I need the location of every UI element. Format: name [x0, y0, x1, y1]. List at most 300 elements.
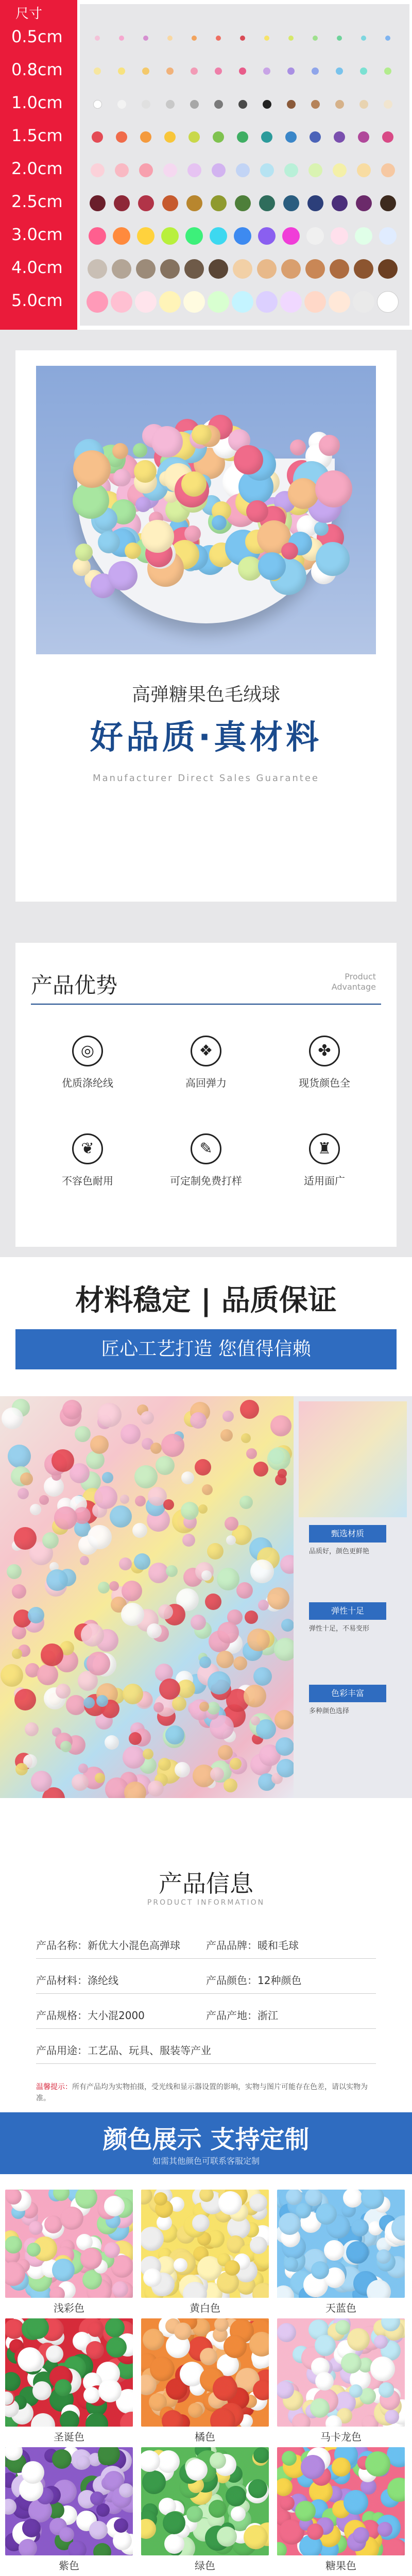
- swatch-label: 马卡龙色: [320, 2431, 362, 2443]
- color-dot: [336, 67, 343, 75]
- pompom-ball: [31, 1771, 52, 1792]
- pompom-ball: [141, 520, 174, 553]
- pompom-ball: [112, 2281, 128, 2297]
- pompom-ball: [73, 450, 111, 488]
- pompom-ball: [376, 2249, 391, 2264]
- pompom-ball: [80, 2248, 102, 2269]
- pompom-ball: [277, 2478, 293, 2496]
- advantage-item: [31, 1133, 144, 1188]
- info-key: 产品产地：: [206, 2009, 258, 2022]
- material-side-panel: [294, 1396, 412, 1798]
- pompom-ball: [150, 1443, 162, 1454]
- color-dot: [330, 259, 349, 279]
- color-swatch: [5, 2190, 133, 2298]
- pompom-ball: [315, 470, 352, 507]
- color-dot: [216, 36, 221, 41]
- color-dot: [119, 36, 124, 41]
- pompom-ball: [280, 1555, 294, 1574]
- pompom-ball: [346, 2241, 369, 2264]
- material-photo: [0, 1396, 294, 1798]
- color-dot: [331, 227, 348, 245]
- color-dot-grid: [80, 4, 409, 326]
- material-title: 材料稳定 | 品质保证: [75, 1284, 337, 1317]
- pompom-ball: [181, 1471, 194, 1484]
- pompom-ball: [56, 1684, 71, 1699]
- color-dot: [93, 100, 102, 109]
- showcase-subtitle: 如需其他颜色可联系客服定制: [152, 2156, 260, 2166]
- info-key: 产品名称：: [36, 1939, 88, 1952]
- pompom-ball: [5, 2372, 21, 2391]
- hero-subtitle: 高弹糖果色毛绒球: [131, 684, 280, 705]
- color-dot: [214, 100, 223, 109]
- color-dot: [308, 163, 322, 177]
- color-dot: [256, 291, 278, 313]
- pompom-ball: [135, 1496, 146, 1506]
- color-dot: [89, 227, 106, 245]
- info-value: 12种颜色: [258, 1974, 302, 1987]
- pompom-ball: [2, 1408, 23, 1429]
- pompom-ball: [280, 2496, 295, 2511]
- color-dot: [238, 100, 247, 109]
- pompom-ball: [244, 2525, 268, 2549]
- pompom-ball: [279, 2213, 301, 2235]
- color-dot: [355, 227, 372, 245]
- pompom-ball: [163, 2512, 185, 2534]
- pompom-ball: [270, 1415, 291, 1436]
- advantages-title-en: [332, 972, 376, 992]
- color-dot: [240, 36, 245, 41]
- pompom-ball: [225, 2260, 240, 2276]
- pompom-ball: [113, 2531, 132, 2550]
- advantages-title: 产品优势: [31, 973, 118, 998]
- leaf-icon: ❦: [72, 1133, 103, 1164]
- pompom-ball: [161, 1434, 184, 1457]
- color-dot: [213, 131, 224, 143]
- color-dot: [111, 291, 132, 313]
- size-label: 4.0cm: [11, 258, 63, 277]
- size-label: 3.0cm: [11, 225, 63, 244]
- color-swatch: [141, 2318, 269, 2427]
- color-dot: [304, 291, 326, 313]
- pompom-ball: [367, 2280, 391, 2298]
- pompom-ball: [267, 1587, 289, 1609]
- info-value: 大小混2000: [88, 2009, 145, 2022]
- pompom-ball: [148, 1781, 164, 1797]
- pompom-ball: [93, 2543, 111, 2555]
- advantage-label: 高回弹力: [185, 1077, 227, 1089]
- color-dot: [385, 36, 390, 41]
- pompom-ball: [143, 2329, 164, 2350]
- pompom-ball: [39, 1495, 49, 1505]
- color-dot: [264, 36, 269, 41]
- pompom-ball: [250, 2236, 267, 2254]
- advantage-label: 现货颜色全: [299, 1077, 350, 1089]
- color-dot: [378, 259, 398, 279]
- pompom-ball: [20, 1472, 33, 1485]
- showcase-banner: [0, 2112, 412, 2174]
- info-title: 产品信息: [159, 1870, 253, 1897]
- pompom-ball: [46, 2345, 63, 2363]
- pompom-ball: [156, 1456, 175, 1475]
- color-dot: [232, 291, 253, 313]
- size-label: 0.5cm: [11, 27, 63, 46]
- color-dot: [167, 36, 173, 41]
- pompom-ball: [120, 1495, 129, 1504]
- color-swatch: [277, 2447, 405, 2555]
- pill-color: 色彩丰富: [309, 1685, 386, 1702]
- color-dot: [211, 195, 227, 211]
- pompom-ball: [72, 1774, 89, 1791]
- pompom-ball: [121, 1603, 144, 1626]
- pompom-ball: [125, 543, 141, 559]
- pompom-ball: [37, 1664, 58, 1685]
- advantages-rule: [31, 1004, 381, 1005]
- info-key: 产品用途：: [36, 2044, 88, 2057]
- pompom-ball: [86, 2341, 104, 2359]
- pompom-ball: [1, 1664, 23, 1687]
- pompom-ball: [231, 2506, 246, 2521]
- color-dot: [237, 131, 248, 143]
- color-dot: [233, 259, 252, 279]
- pompom-ball: [277, 2323, 296, 2342]
- pompom-ball: [134, 1553, 150, 1570]
- pompom-ball: [225, 1517, 238, 1531]
- pompom-ball: [120, 2412, 133, 2427]
- color-dot: [143, 36, 148, 41]
- pompom-ball: [110, 1505, 132, 1528]
- info-row: [36, 1927, 376, 1959]
- pompom-ball: [274, 1710, 294, 1730]
- color-dot: [215, 67, 222, 75]
- info-row: [36, 1962, 376, 1994]
- pompom-ball: [310, 2398, 330, 2418]
- pompom-ball: [46, 1569, 68, 1591]
- pompom-ball: [19, 2539, 37, 2555]
- size-label: 0.8cm: [11, 60, 63, 79]
- info-note: [36, 2081, 376, 2104]
- pompom-ball: [175, 1762, 190, 1777]
- size-label: 1.0cm: [11, 93, 63, 112]
- color-dot: [335, 100, 344, 109]
- pompom-ball: [163, 1499, 174, 1510]
- color-dot: [337, 36, 342, 41]
- info-value: 新优大小混色高弹球: [88, 1939, 180, 1952]
- pompom-ball: [335, 2320, 350, 2335]
- pompom-ball: [157, 2450, 180, 2473]
- pill-material-desc: 品质好，颜色更鲜艳: [309, 1548, 370, 1555]
- hero-tagline: Manufacturer Direct Sales Guarantee: [93, 773, 319, 784]
- pompom-ball: [253, 1667, 272, 1686]
- pompom-ball: [192, 2214, 210, 2232]
- info-value: 暖和毛球: [258, 1939, 299, 1952]
- pompom-ball: [119, 2483, 133, 2498]
- pompom-ball: [370, 2357, 395, 2381]
- color-dot: [135, 291, 157, 313]
- color-dot: [209, 259, 228, 279]
- pompom-ball: [114, 2518, 128, 2533]
- color-dot: [258, 227, 276, 245]
- info-key: 产品材料：: [36, 1974, 88, 1987]
- pompom-ball: [14, 1527, 37, 1550]
- pompom-ball: [315, 2372, 334, 2391]
- color-dot: [140, 131, 151, 143]
- info-value: 工艺品、玩具、服装等产业: [88, 2044, 211, 2057]
- info-value: 涤纶线: [88, 1974, 118, 1987]
- pompom-ball: [98, 2379, 122, 2402]
- pompom-ball: [226, 1535, 236, 1545]
- pompom-ball: [132, 1523, 147, 1538]
- pompom-ball: [159, 1679, 180, 1700]
- pompom-ball: [105, 1735, 119, 1750]
- advantages-title-en-1: Product: [345, 972, 376, 981]
- advantage-label: 可定制免费打样: [170, 1175, 242, 1187]
- pompom-ball: [253, 2447, 269, 2463]
- advantages-title-en-2: Advantage: [331, 982, 376, 992]
- color-dot: [257, 259, 277, 279]
- swatch-label: 圣诞色: [54, 2431, 84, 2443]
- color-dot: [161, 227, 179, 245]
- pompom-ball: [75, 544, 93, 561]
- pompom-ball: [311, 2261, 329, 2279]
- color-dot: [357, 163, 371, 177]
- pompom-ball: [249, 2332, 269, 2357]
- color-dot: [235, 195, 251, 211]
- color-dot: [285, 131, 297, 143]
- pompom-ball: [29, 2221, 43, 2235]
- pompom-ball: [365, 2451, 390, 2477]
- pompom-ball: [87, 1652, 110, 1675]
- color-dot: [333, 163, 347, 177]
- pill-material: 甄选材质: [309, 1525, 386, 1543]
- pompom-ball: [66, 1695, 86, 1715]
- pompom-ball: [241, 1433, 251, 1443]
- pompom-ball: [68, 2540, 87, 2555]
- info-cell: [206, 1937, 299, 1952]
- pompom-ball: [96, 2503, 110, 2517]
- shirt-icon: ♜: [309, 1133, 340, 1164]
- pill-elastic: 弹性十足: [309, 1602, 386, 1620]
- pompom-ball: [18, 1488, 29, 1499]
- color-swatch: [277, 2318, 405, 2427]
- pompom-ball: [212, 515, 227, 530]
- pompom-ball: [22, 2461, 44, 2484]
- material-band: 匠心工艺打造 您值得信赖: [15, 1329, 397, 1369]
- color-dot: [306, 227, 324, 245]
- pompom-ball: [78, 1764, 88, 1773]
- color-dot: [236, 163, 250, 177]
- swatch-label: 绿色: [195, 2560, 215, 2572]
- pompom-ball: [288, 478, 319, 509]
- pompom-ball: [14, 1689, 36, 1710]
- pompom-ball: [181, 1502, 199, 1520]
- pompom-ball: [200, 2348, 217, 2365]
- pompom-ball: [174, 2323, 192, 2340]
- pompom-ball: [278, 1469, 287, 1478]
- size-label: 1.5cm: [11, 126, 63, 145]
- pompom-ball: [210, 2452, 226, 2469]
- pompom-ball: [28, 1607, 44, 1623]
- pompom-ball: [90, 1435, 109, 1454]
- pompom-ball: [104, 2196, 125, 2216]
- color-dot: [313, 36, 318, 41]
- info-cell: [36, 1972, 118, 1987]
- swatch-label: 糖果色: [325, 2560, 356, 2572]
- pompom-ball: [98, 1582, 110, 1594]
- pompom-ball: [218, 1745, 233, 1760]
- size-column: [0, 0, 77, 330]
- pompom-ball: [113, 469, 131, 486]
- pompom-ball: [190, 1412, 207, 1429]
- pompom-ball: [377, 2522, 392, 2537]
- pompom-ball: [246, 500, 268, 522]
- color-dot: [384, 100, 392, 109]
- color-dot: [307, 195, 323, 211]
- color-dot: [142, 67, 149, 75]
- pompom-ball: [208, 1671, 231, 1694]
- pompom-ball: [76, 2455, 90, 2469]
- pompom-ball: [12, 1584, 26, 1599]
- pompom-ball: [25, 1722, 39, 1736]
- pompom-ball: [135, 497, 151, 512]
- pompom-ball: [253, 1462, 268, 1477]
- pompom-ball: [246, 1448, 257, 1459]
- pompom-ball: [154, 2192, 167, 2206]
- pompom-ball: [158, 1758, 171, 1771]
- pompom-ball: [224, 2335, 247, 2358]
- info-value: 浙江: [258, 2009, 278, 2022]
- color-dot: [117, 100, 126, 109]
- pompom-ball: [60, 2207, 83, 2230]
- pompom-ball: [202, 1484, 213, 1495]
- color-dot: [260, 163, 274, 177]
- color-dot: [163, 163, 177, 177]
- pompom-ball: [54, 1506, 77, 1530]
- color-dot: [190, 100, 199, 109]
- info-title-en: PRODUCT INFORMATION: [147, 1899, 265, 1907]
- color-dot: [361, 36, 366, 41]
- color-dot: [263, 100, 271, 109]
- pompom-ball: [209, 2500, 227, 2518]
- pompom-ball: [277, 1759, 294, 1777]
- pompom-ball: [250, 1560, 274, 1583]
- pompom-ball: [32, 2381, 52, 2400]
- swatch-label: 橘色: [195, 2431, 215, 2443]
- color-dot: [312, 67, 319, 75]
- info-note-label: 温馨提示：: [36, 2083, 72, 2091]
- hero-headline: 好品质·真材料: [90, 719, 322, 757]
- color-dot: [95, 36, 100, 41]
- advantage-item: [268, 1133, 381, 1188]
- color-dot: [91, 163, 105, 177]
- pompom-ball: [198, 1504, 208, 1514]
- pompom-ball: [143, 2268, 162, 2287]
- pompom-ball: [98, 531, 120, 553]
- color-dot: [283, 195, 299, 211]
- pompom-ball: [12, 1649, 22, 1659]
- info-row: [36, 2032, 376, 2064]
- pompom-ball: [18, 2347, 42, 2372]
- pompom-ball: [174, 2258, 187, 2272]
- color-dot: [287, 67, 295, 75]
- color-dot: [208, 291, 229, 313]
- pompom-ball: [165, 1725, 184, 1744]
- pompom-ball: [239, 1496, 253, 1509]
- pompom-ball: [123, 1684, 143, 1704]
- color-dot: [360, 67, 367, 75]
- size-header: 尺寸: [15, 6, 43, 22]
- pill-color-desc: 多种颜色选择: [309, 1707, 350, 1715]
- color-dot: [380, 195, 396, 211]
- color-dot: [164, 131, 176, 143]
- size-label: 2.0cm: [11, 159, 63, 178]
- color-dot: [115, 163, 129, 177]
- info-key: 产品规格：: [36, 2009, 88, 2022]
- pompom-ball: [274, 1638, 294, 1661]
- color-dot: [185, 227, 203, 245]
- color-dot: [381, 163, 395, 177]
- pompom-ball: [207, 1702, 220, 1715]
- color-dot: [234, 227, 251, 245]
- color-dot: [384, 67, 391, 75]
- color-size-chart: [0, 0, 412, 330]
- color-dot: [118, 67, 125, 75]
- pompom-ball: [210, 1767, 224, 1781]
- swatch-label: 浅彩色: [54, 2302, 84, 2314]
- pompom-ball: [141, 1411, 154, 1425]
- color-dot: [92, 131, 103, 143]
- color-dot: [239, 67, 246, 75]
- color-showcase-section: [0, 2112, 412, 2576]
- info-cell: [36, 2042, 211, 2057]
- pompom-ball: [224, 1778, 237, 1792]
- pompom-ball: [181, 471, 207, 497]
- color-dot: [354, 259, 373, 279]
- pompom-ball: [86, 1451, 105, 1469]
- pompom-ball: [75, 1426, 91, 1442]
- ball-icon: ◎: [72, 1036, 103, 1066]
- color-dot: [329, 291, 350, 313]
- pompom-ball: [245, 1611, 258, 1624]
- pompom-ball: [42, 1532, 59, 1549]
- pompom-ball: [7, 1564, 22, 1579]
- pompom-ball: [276, 1737, 294, 1756]
- color-swatch: [5, 2447, 133, 2555]
- pompom-ball: [324, 2240, 345, 2261]
- pen-icon: ✎: [191, 1133, 221, 1164]
- pompom-ball: [94, 1486, 117, 1509]
- color-dot: [88, 259, 107, 279]
- pompom-ball: [199, 1702, 209, 1711]
- pompom-ball: [134, 1465, 158, 1488]
- pompom-ball: [240, 1400, 259, 1419]
- color-dot: [184, 259, 204, 279]
- pompom-ball: [295, 2501, 316, 2521]
- pompom-ball: [182, 1534, 195, 1547]
- color-dot: [139, 163, 153, 177]
- swatch-label: 天蓝色: [325, 2302, 356, 2314]
- pompom-ball: [89, 2521, 108, 2539]
- color-dot: [284, 163, 298, 177]
- pompom-ball: [253, 2380, 269, 2400]
- pompom-ball: [192, 425, 212, 445]
- color-swatch: [5, 2318, 133, 2427]
- pompom-ball: [142, 2470, 166, 2494]
- advantage-item: [268, 1036, 381, 1090]
- pompom-ball: [80, 1556, 89, 1565]
- pompom-ball: [143, 1749, 153, 1759]
- color-dot: [305, 259, 325, 279]
- pompom-ball: [81, 1623, 104, 1647]
